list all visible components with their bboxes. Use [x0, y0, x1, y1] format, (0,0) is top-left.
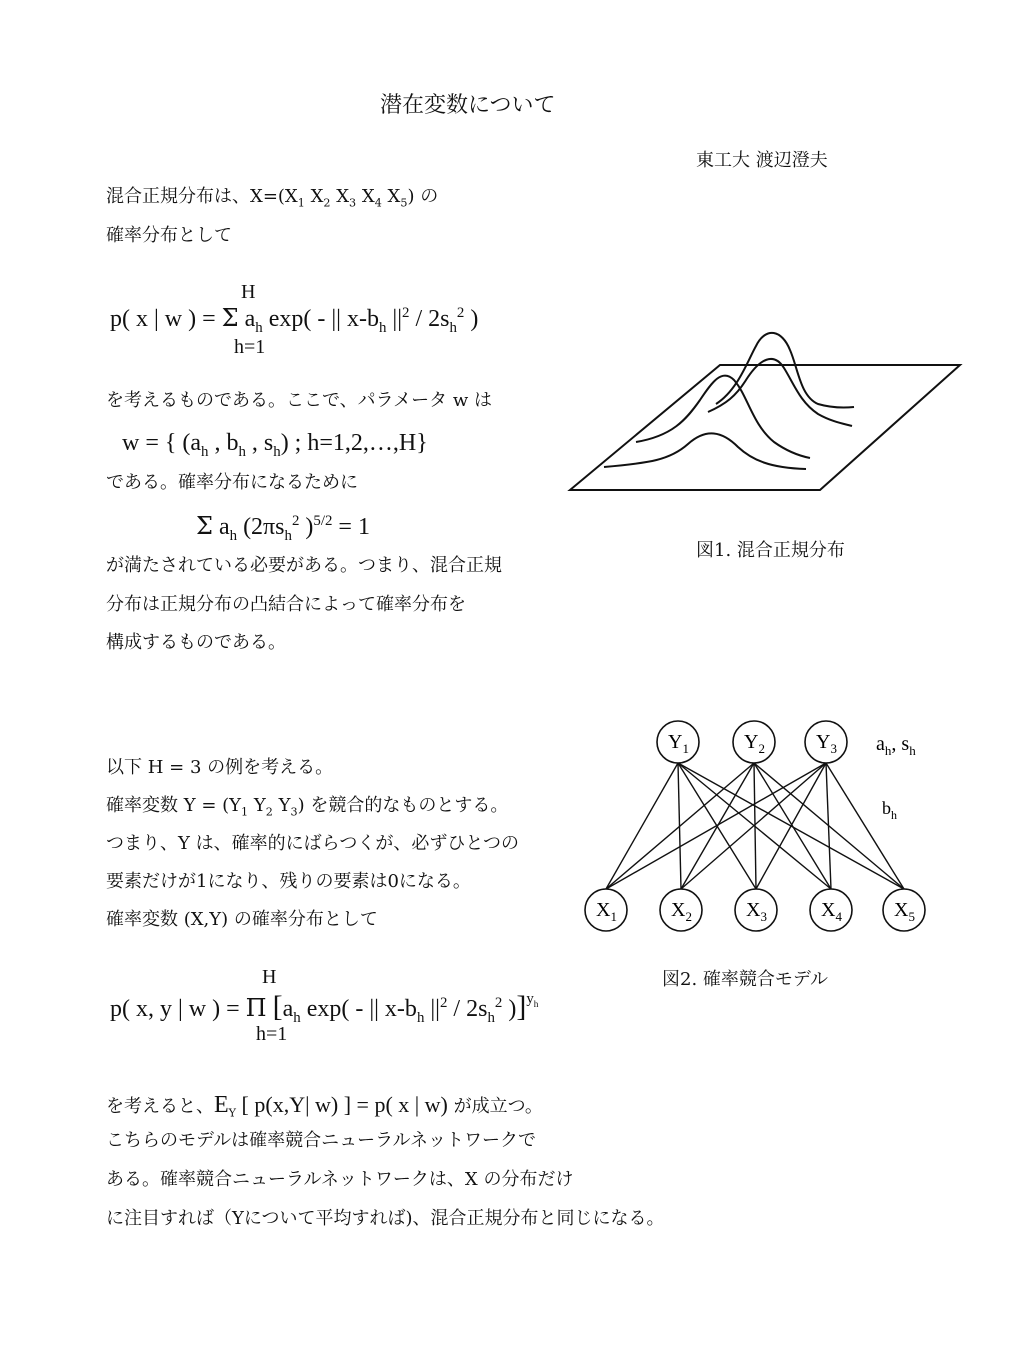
para2-line-2: 分布は正規分布の凸結合によって確率分布を: [106, 594, 466, 615]
x-sub-4: 4: [374, 196, 382, 210]
intro-line-1-suffix: ) の: [407, 186, 439, 207]
eq3-a: a: [282, 996, 294, 1022]
para3-line-5: 確率変数 (X,Y) の確率分布として: [106, 909, 378, 930]
w-def-s: , s: [245, 430, 274, 456]
eq1-close: ): [464, 306, 479, 332]
para3-line-2-suffix: ) を競合的なものとする。: [297, 795, 509, 816]
author-line: 東工大 渡辺澄夫: [696, 150, 828, 171]
x-sub-1: 1: [297, 196, 305, 210]
eq1-upper-limit: H: [241, 281, 256, 303]
para4-line-3: ある。確率競合ニューラルネットワークは、X の分布だけ: [106, 1169, 574, 1190]
pi-symbol: Π: [245, 994, 267, 1022]
edge-y1-x1: [606, 763, 678, 889]
eq2-a: a: [212, 514, 230, 540]
eq2-sigma: Σ: [196, 512, 213, 540]
para4-prefix: を考えると、: [106, 1096, 214, 1117]
intro-line-1-prefix: 混合正規分布は、X=(X: [106, 186, 298, 207]
expectation-sub: Y: [228, 1106, 237, 1120]
eq3-lower-limit: h=1: [256, 1023, 288, 1045]
eq3-sup-y: y: [526, 990, 534, 1007]
figure-1-caption: 図1. 混合正規分布: [696, 540, 845, 561]
node-x1-label: $X_1$: [596, 899, 617, 924]
eq3-div: / 2s: [447, 996, 488, 1022]
y-sub-1: 1: [241, 805, 249, 819]
para2-line-1: が満たされている必要がある。つまり、混合正規: [106, 555, 502, 576]
w-def-sub-s: h: [273, 443, 281, 460]
node-y3-label: $Y_3$: [816, 731, 837, 756]
w-def-sub-b: h: [238, 443, 246, 460]
eq1-div: / 2s: [409, 306, 450, 332]
eq3-sub-h-2: h: [416, 1009, 425, 1026]
para4-line-1: [106, 1091, 543, 1120]
para1-line-1: を考えるものである。ここで、パラメータ w は: [106, 390, 492, 411]
eq1-sub-h-2: h: [378, 319, 387, 336]
node-y2-label: $Y_2$: [744, 731, 765, 756]
edge-y3-x3: [756, 763, 826, 889]
eq1-lhs: p( x | w ) =: [110, 306, 222, 332]
para3-line-2: 確率変数 $Y = (Y_1$ $Y_2$ $Y_3$) を競合的なものとする。: [106, 795, 509, 819]
sigma-symbol: Σ: [221, 304, 239, 332]
node-y1-label: $Y_1$: [668, 731, 689, 756]
fig2-label-as: $a_h$, $s_h$: [876, 733, 916, 758]
node-y1: [657, 721, 699, 763]
eq3-upper-limit: H: [262, 966, 277, 988]
eq1-sup-2: 2: [402, 305, 410, 321]
edge-y3-x5: [826, 763, 904, 889]
eq3-exp: exp( - || x-b: [300, 996, 417, 1022]
para3-line-1: 以下 H = 3 の例を考える。: [106, 757, 334, 778]
w-def-suffix: ) ; h=1,2,…,H}: [280, 430, 428, 456]
node-x4-label: $X_4$: [821, 899, 842, 924]
eq2-close: ): [299, 514, 314, 540]
node-x2: [660, 889, 702, 931]
x-sub-2: 2: [323, 196, 331, 210]
x-sub-5: 5: [400, 196, 408, 210]
para3-line-2-prefix: 確率変数 Y = (Y: [106, 795, 242, 816]
eq3-sub-h-3: h: [487, 1009, 495, 1026]
expectation-symbol: E: [214, 1092, 229, 1118]
eq1-a: a: [238, 306, 256, 332]
equation-competitive: [110, 990, 538, 1027]
node-y2: [733, 721, 775, 763]
eq3-sub-h: h: [293, 1009, 301, 1026]
node-x1: [585, 889, 627, 931]
edge-y3-x4: [826, 763, 831, 889]
w-def-prefix: w = { (a: [122, 430, 202, 456]
para4-line-2: こちらのモデルは確率競合ニューラルネットワークで: [106, 1130, 537, 1151]
eq3-sup-2: 2: [439, 995, 448, 1011]
para1-line-3: である。確率分布になるために: [106, 472, 358, 493]
eq2-mid: (2πs: [237, 514, 285, 540]
node-x3: [735, 889, 777, 931]
edge-y2-x2: [681, 763, 754, 889]
para4-expr: [ p(x,Y| w) ] = p( x | w): [236, 1092, 448, 1117]
eq3-norm: ||: [424, 996, 440, 1022]
eq3-close: ): [502, 996, 517, 1022]
node-x3-label: $X_3$: [746, 899, 767, 924]
eq3-sup-2b: 2: [494, 995, 503, 1011]
eq1-sup-2b: 2: [456, 305, 465, 321]
eq3-sup-sub-h: h: [533, 998, 539, 1009]
eq1-sub-h-3: h: [449, 319, 457, 336]
eq1-norm: ||: [386, 306, 403, 332]
eq1-lower-limit: h=1: [234, 336, 266, 358]
eq2-sup-2: 2: [291, 513, 300, 529]
fig2-label-b: $b_h$: [882, 798, 897, 822]
para4-suffix: が成立つ。: [447, 1096, 543, 1117]
intro-line-1: 混合正規分布は、$X=(X_1$ $X_2$ $X_3$ $X_4$ $X_5$) の: [106, 186, 439, 210]
eq3-bracket-close: ]: [516, 990, 527, 1023]
w-def-b: , b: [208, 430, 239, 456]
node-y3: [805, 721, 847, 763]
eq3-bracket-open: [: [272, 990, 283, 1023]
eq2-sub-h-2: h: [284, 527, 292, 544]
y-sub-2: 2: [265, 805, 273, 819]
x-sub-3: 3: [349, 196, 357, 210]
para4-line-4: に注目すれば（Yについて平均すれば)、混合正規分布と同じになる。: [106, 1208, 665, 1229]
para3-line-4: 要素だけが1になり、残りの要素は0になる。: [106, 871, 471, 892]
figure-2-caption: 図2. 確率競合モデル: [662, 969, 828, 990]
y-sub-3: 3: [290, 805, 298, 819]
node-x5: [883, 889, 925, 931]
eq1-sub-h: h: [255, 319, 263, 336]
node-x2-label: $X_2$: [671, 899, 692, 924]
eq2-rhs: = 1: [332, 514, 370, 540]
eq2-sub-h: h: [229, 527, 238, 544]
eq3-lhs: p( x, y | w ) =: [110, 996, 246, 1022]
eq1-exp: exp( - || x-b: [262, 306, 379, 332]
page-title: 潜在変数について: [380, 93, 556, 118]
edge-y3-x2: [681, 763, 826, 889]
intro-line-2: 確率分布として: [106, 225, 232, 246]
eq2-sup-52: 5/2: [313, 513, 333, 529]
w-def-sub-a: h: [201, 443, 209, 460]
node-x5-label: $X_5$: [894, 899, 915, 924]
node-x4: [810, 889, 852, 931]
para2-line-3: 構成するものである。: [106, 632, 286, 653]
para3-line-3: つまり、Y は、確率的にばらつくが、必ずひとつの: [106, 833, 520, 854]
